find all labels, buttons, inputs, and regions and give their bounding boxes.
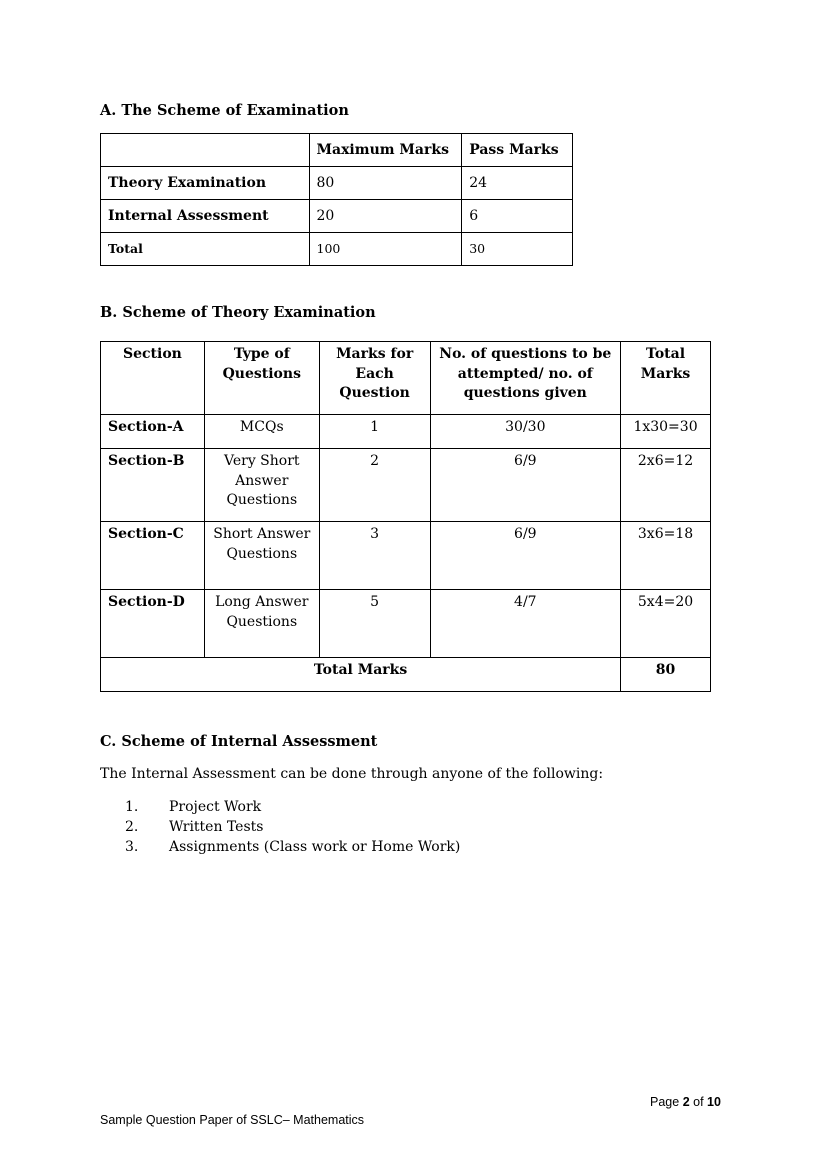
table-cell: 1x30=30 <box>621 415 711 449</box>
page-current: 2 <box>682 1095 690 1109</box>
table-cell <box>101 134 310 167</box>
table-cell: 6/9 <box>430 449 621 522</box>
table-header-cell: Maximum Marks <box>309 134 462 167</box>
internal-assessment-intro: The Internal Assessment can be done through anyone of the following: <box>100 766 604 782</box>
row-label: Internal Assessment <box>101 200 310 233</box>
table-cell: Long Answer Questions <box>204 590 319 658</box>
table-cell: 20 <box>309 200 462 233</box>
table-cell: 24 <box>462 167 573 200</box>
table-cell: 3 <box>319 522 430 590</box>
list-item-number: 2. <box>125 819 139 835</box>
table-header-row <box>101 134 573 167</box>
row-label: Section-C <box>101 522 205 590</box>
total-label: Total Marks <box>101 658 621 692</box>
table-cell: 2 <box>319 449 430 522</box>
table-cell: 30/30 <box>430 415 621 449</box>
total-value: 80 <box>621 658 711 692</box>
list-item <box>125 799 261 815</box>
table-cell: 6 <box>462 200 573 233</box>
table-cell: 4/7 <box>430 590 621 658</box>
table-header-cell: Marks for Each Question <box>319 342 430 415</box>
table-row <box>101 522 711 590</box>
list-item-text: Assignments (Class work or Home Work) <box>169 839 461 855</box>
table-cell: 6/9 <box>430 522 621 590</box>
table-header-cell: No. of questions to be attempted/ no. of questions given <box>430 342 621 415</box>
table-header-cell: Type of Questions <box>204 342 319 415</box>
table-header-cell: Total Marks <box>621 342 711 415</box>
list-item-number: 1. <box>125 799 139 815</box>
list-item <box>125 839 460 855</box>
table-cell: 30 <box>462 233 573 266</box>
row-label: Section-D <box>101 590 205 658</box>
section-c-heading: C. Scheme of Internal Assessment <box>100 733 378 750</box>
list-item-text: Project Work <box>169 799 262 815</box>
table-header-cell: Pass Marks <box>462 134 573 167</box>
table-row <box>101 415 711 449</box>
row-label: Total <box>101 233 310 266</box>
table-cell: 1 <box>319 415 430 449</box>
footer-doc-title: Sample Question Paper of SSLC– Mathematics <box>100 1113 365 1127</box>
list-item <box>125 819 263 835</box>
exam-scheme-table <box>100 133 573 266</box>
table-cell: 2x6=12 <box>621 449 711 522</box>
table-header-cell: Section <box>101 342 205 415</box>
table-cell: 5x4=20 <box>621 590 711 658</box>
table-cell: 100 <box>309 233 462 266</box>
page-word: Page <box>650 1095 680 1109</box>
table-row <box>101 590 711 658</box>
list-item-number: 3. <box>125 839 139 855</box>
row-label: Section-B <box>101 449 205 522</box>
table-cell: Very Short Answer Questions <box>204 449 319 522</box>
page-total: 10 <box>707 1095 721 1109</box>
table-header-row <box>101 342 711 415</box>
table-cell: 80 <box>309 167 462 200</box>
table-cell: MCQs <box>204 415 319 449</box>
table-cell: 3x6=18 <box>621 522 711 590</box>
table-row <box>101 200 573 233</box>
list-item-text: Written Tests <box>169 819 264 835</box>
table-total-row <box>101 658 711 692</box>
table-row <box>101 449 711 522</box>
section-b-heading: B. Scheme of Theory Examination <box>100 304 376 321</box>
row-label: Theory Examination <box>101 167 310 200</box>
theory-scheme-table <box>100 341 711 692</box>
table-row <box>101 167 573 200</box>
section-a-heading: A. The Scheme of Examination <box>100 102 349 119</box>
page-number <box>650 1095 721 1109</box>
table-cell: Short Answer Questions <box>204 522 319 590</box>
table-cell: 5 <box>319 590 430 658</box>
table-row <box>101 233 573 266</box>
row-label: Section-A <box>101 415 205 449</box>
page-of: of <box>693 1095 704 1109</box>
